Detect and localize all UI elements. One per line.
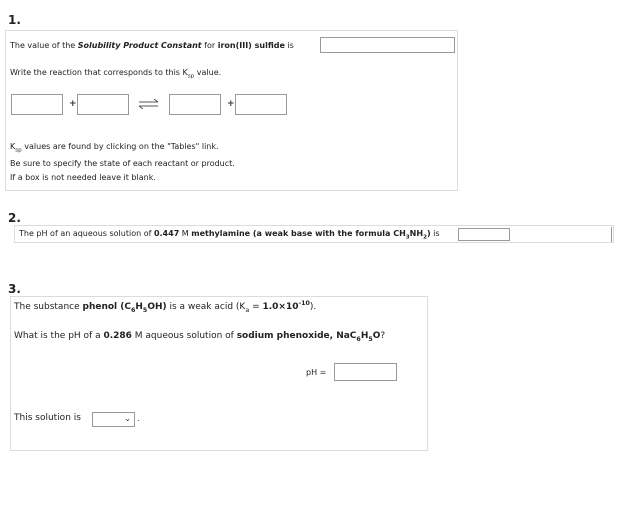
chevron-down-icon: ⌄ — [124, 414, 131, 423]
solution-period: . — [137, 414, 140, 423]
solution-label: This solution is — [14, 413, 81, 423]
question-2-panel — [14, 225, 614, 243]
reaction-instruction: Write the reaction that corresponds to this $K_{sp}$ value. — [10, 68, 222, 80]
ph-input[interactable] — [458, 228, 510, 241]
question-3-line-1: The substance phenol $(C_6H_5OH)$ is a weak acid $(K_a = 1.0\times 10^{-10})$. — [14, 300, 317, 314]
question-3-line-2: What is the pH of a 0.286 M aqueous solution of sodium phenoxide, $NaC_6H_5O$? — [14, 331, 386, 343]
question-1-prompt: The value of the Solubility Product Constant for iron(III) sulfide is — [10, 41, 294, 50]
plus-sign: + — [69, 99, 77, 109]
phenoxide-ph-input[interactable] — [334, 363, 397, 381]
solution-type-select[interactable] — [92, 412, 135, 427]
reactant-input-2[interactable] — [77, 94, 129, 115]
question-2-number: 2. — [8, 211, 21, 225]
question-1-number: 1. — [8, 13, 21, 27]
panel-divider — [611, 227, 612, 242]
tables-note: $K_{sp}$ values are found by clicking on the "Tables" link. — [10, 142, 219, 154]
question-2-prompt: The pH of an aqueous solution of 0.447 M methylamine (a weak base with the formula $CH_3NH_2$) is — [19, 229, 440, 241]
equilibrium-arrow-icon — [138, 99, 160, 109]
question-3-panel — [10, 296, 428, 451]
blank-box-note: If a box is not needed leave it blank. — [10, 173, 156, 182]
product-input-2[interactable] — [235, 94, 287, 115]
product-input[interactable] — [169, 94, 221, 115]
ph-label: pH = — [306, 368, 327, 377]
reactant-input[interactable] — [11, 94, 63, 115]
question-3-number: 3. — [8, 282, 21, 296]
plus-sign-2: + — [227, 99, 235, 109]
ksp-value-input[interactable] — [320, 37, 455, 53]
question-1-panel — [5, 30, 458, 191]
state-note: Be sure to specify the state of each reactant or product. — [10, 159, 235, 168]
